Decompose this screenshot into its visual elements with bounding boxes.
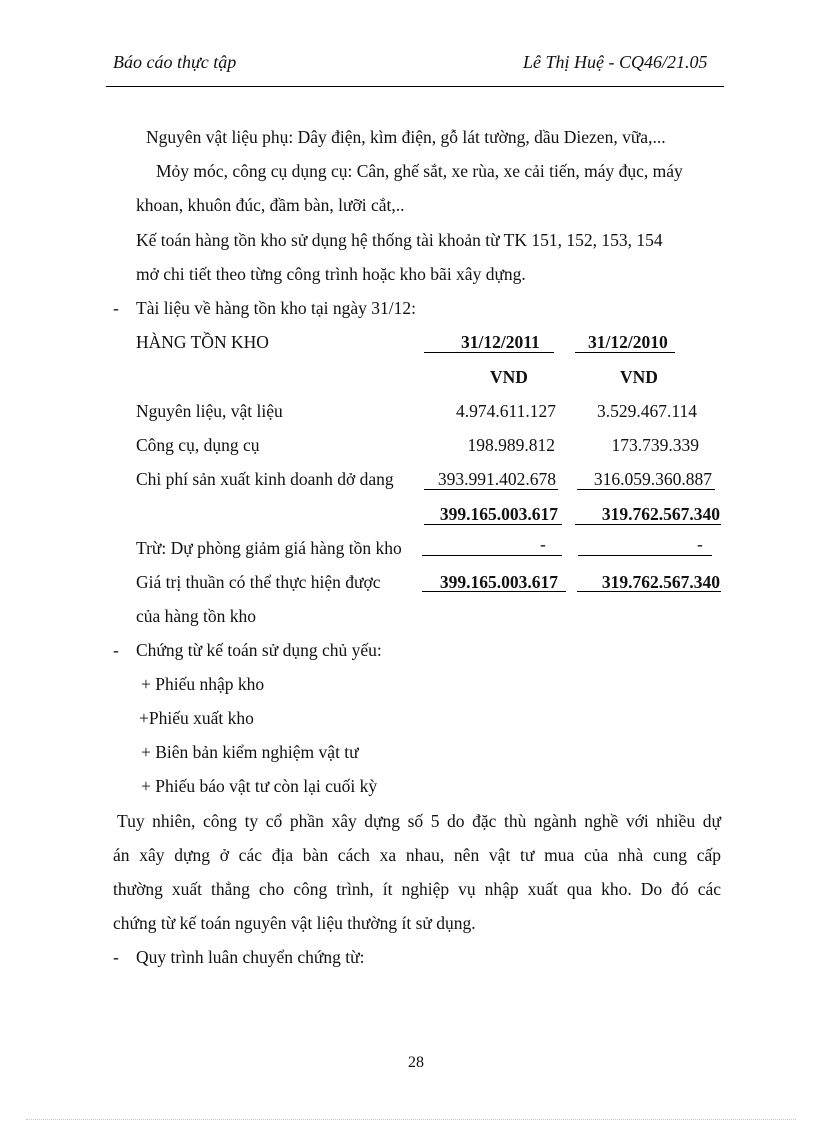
paragraph-accounts-line1: Kế toán hàng tồn kho sử dụng hệ thống tài khoản từ TK 151, 152, 153, 154 xyxy=(136,230,663,250)
paragraph-machinery-line1: Mỏy móc, công cụ dụng cụ: Cân, ghế sắt, xe rùa, xe cải tiến, máy đục, máy xyxy=(156,161,683,181)
table-cell-2010: 173.739.339 xyxy=(611,435,699,455)
net-value-label-line2: của hàng tồn kho xyxy=(136,606,257,626)
col-header-2010: 31/12/2010 xyxy=(588,332,668,352)
col-header-2011-underline xyxy=(424,352,554,353)
list-item: + Phiếu báo vật tư còn lại cuối kỳ xyxy=(141,776,378,796)
list-item: +Phiếu xuất kho xyxy=(139,708,254,728)
table-row-label: Công cụ, dụng cụ xyxy=(136,435,260,455)
table-row-label: Chi phí sản xuất kinh doanh dở dang xyxy=(136,469,394,489)
header-author: Lê Thị Huệ - CQ46/21.05 xyxy=(523,52,708,72)
total-2011-underline xyxy=(424,524,562,525)
list-item: + Phiếu nhập kho xyxy=(141,674,265,694)
bullet-inventory-data: Tài liệu về hàng tồn kho tại ngày 31/12: xyxy=(136,298,416,318)
provision-2011-line xyxy=(422,555,562,556)
provision-2010-value: - xyxy=(697,534,703,554)
provision-label: Trừ: Dự phòng giảm giá hàng tồn kho xyxy=(136,538,402,558)
total-2010: 319.762.567.340 xyxy=(601,504,720,524)
col-unit-2010: VND xyxy=(620,367,658,387)
header-divider xyxy=(106,86,724,87)
closing-line2: án xây dựng ở các địa bàn cách xa nhau, nên vật tư mua của nhà cung cấp xyxy=(113,845,721,865)
net-value-label-line1: Giá trị thuần có thể thực hiện được xyxy=(136,572,381,592)
col-header-2011: 31/12/2011 xyxy=(461,332,540,352)
col-unit-2011: VND xyxy=(490,367,528,387)
net-2011: 399.165.003.617 xyxy=(439,572,558,592)
table-header-label: HÀNG TỒN KHO xyxy=(136,332,269,352)
bullet-marker: - xyxy=(113,947,119,967)
table-cell-2011: 198.989.812 xyxy=(467,435,555,455)
net-2010: 319.762.567.340 xyxy=(601,572,720,592)
table-cell-2011: 4.974.611.127 xyxy=(456,401,556,421)
col-header-2010-underline xyxy=(575,352,675,353)
header-report-title: Báo cáo thực tập xyxy=(113,52,237,72)
list-item: + Biên bản kiểm nghiệm vật tư xyxy=(141,742,359,762)
net-2010-underline xyxy=(577,591,721,592)
table-cell-2010: 3.529.467.114 xyxy=(597,401,697,421)
paragraph-accounts-line2: mở chi tiết theo từng công trình hoặc kho bãi xây dựng. xyxy=(136,264,526,284)
table-row-label: Nguyên liệu, vật liệu xyxy=(136,401,283,421)
bullet-marker: - xyxy=(113,298,119,318)
bullet-marker: - xyxy=(113,640,119,660)
row3-2011-underline xyxy=(424,489,558,490)
documents-title: Chứng từ kế toán sử dụng chủ yếu: xyxy=(136,640,382,660)
provision-2010-line xyxy=(578,555,712,556)
paragraph-auxiliary-materials: Nguyên vật liệu phụ: Dây điện, kìm điện, gỗ lát tường, dầu Diezen, vữa,... xyxy=(146,127,666,147)
table-cell-2011: 393.991.402.678 xyxy=(437,469,556,489)
provision-2011-value: - xyxy=(540,534,546,554)
closing-line4: chứng từ kế toán nguyên vật liệu thường ít sử dụng. xyxy=(113,913,476,933)
table-cell-2010: 316.059.360.887 xyxy=(593,469,712,489)
page-bottom-border xyxy=(26,1119,796,1120)
closing-line3: thường xuất thẳng cho công trình, ít nghiệp vụ nhập xuất qua kho. Do đó các xyxy=(113,879,721,899)
total-2011: 399.165.003.617 xyxy=(439,504,558,524)
total-2010-underline xyxy=(575,524,721,525)
bullet-document-flow: Quy trình luân chuyển chứng từ: xyxy=(136,947,365,967)
net-2011-underline xyxy=(422,591,566,592)
closing-line1: Tuy nhiên, công ty cổ phần xây dựng số 5 do đặc thù ngành nghề với nhiều dự xyxy=(117,811,721,831)
row3-2010-underline xyxy=(577,489,715,490)
page-number: 28 xyxy=(408,1054,424,1071)
paragraph-machinery-line2: khoan, khuôn đúc, đầm bàn, lưỡi cắt,.. xyxy=(136,195,405,215)
